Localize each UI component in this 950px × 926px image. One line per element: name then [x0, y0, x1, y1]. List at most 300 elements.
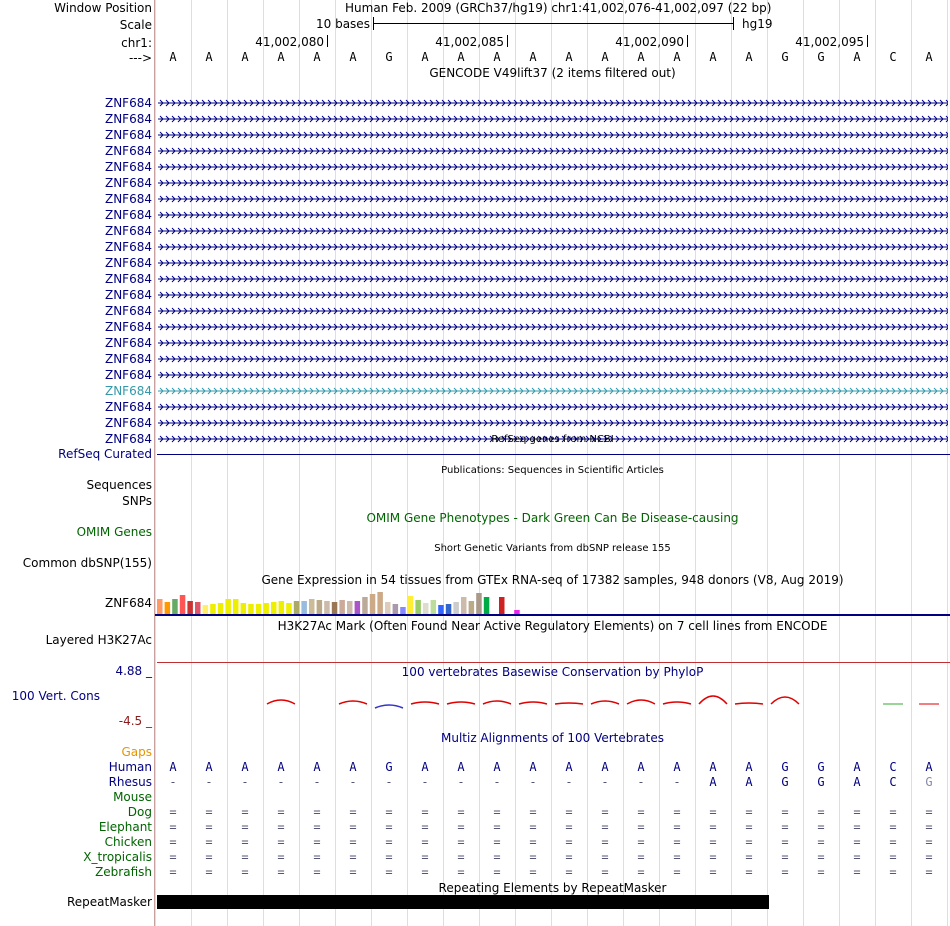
- alignment-base: =: [853, 865, 861, 879]
- ruler-position-label: 41,002,095: [795, 35, 864, 49]
- alignment-base: =: [565, 835, 573, 849]
- gencode-gene-label[interactable]: ZNF684: [104, 384, 152, 398]
- gtex-tissue-bar[interactable]: [317, 600, 323, 614]
- h3k27ac-title: H3K27Ac Mark (Often Found Near Active Regulatory Elements) on 7 cell lines from ENCODE: [277, 619, 828, 633]
- phylop-score-mark: [771, 697, 799, 704]
- gencode-transcript[interactable]: [158, 418, 948, 428]
- gtex-tissue-bar[interactable]: [355, 601, 361, 614]
- repeatmasker-feature[interactable]: [157, 895, 769, 909]
- repeatmasker-title: Repeating Elements by RepeatMasker: [438, 881, 667, 895]
- alignment-base: =: [385, 805, 393, 819]
- alignment-base: =: [529, 850, 537, 864]
- sequence-base: A: [925, 50, 933, 64]
- alignment-base: A: [709, 760, 717, 774]
- strand-label: --->: [128, 51, 152, 65]
- alignment-base: -: [601, 775, 609, 789]
- alignment-base: =: [673, 805, 681, 819]
- scale-bar-right-tick: [733, 17, 734, 30]
- gencode-gene-label[interactable]: ZNF684: [104, 256, 152, 270]
- phylop-score-mark: [699, 696, 727, 704]
- alignment-base: A: [277, 760, 285, 774]
- phylop-max: 4.88 _: [115, 664, 152, 678]
- scale-assembly: hg19: [742, 17, 773, 31]
- alignment-base: =: [457, 865, 465, 879]
- alignment-base: =: [169, 850, 177, 864]
- alignment-base: A: [673, 760, 681, 774]
- gtex-tissue-bar[interactable]: [195, 602, 201, 614]
- alignment-base: =: [673, 835, 681, 849]
- gtex-tissue-bar[interactable]: [241, 603, 247, 614]
- gencode-gene-label[interactable]: ZNF684: [104, 176, 152, 190]
- phylop-title: 100 vertebrates Basewise Conservation by PhyloP: [401, 665, 704, 679]
- alignment-base: A: [925, 760, 933, 774]
- alignment-base: =: [385, 850, 393, 864]
- alignment-base: =: [637, 835, 645, 849]
- species-label[interactable]: Rhesus: [108, 775, 152, 789]
- phylop-score-mark: [519, 702, 547, 704]
- gencode-gene-label[interactable]: ZNF684: [104, 272, 152, 286]
- species-label[interactable]: Chicken: [104, 835, 152, 849]
- alignment-base: =: [421, 820, 429, 834]
- sequence-base: A: [493, 50, 501, 64]
- alignment-base: =: [601, 805, 609, 819]
- phylop-score-mark: [627, 700, 655, 704]
- alignment-base: =: [205, 820, 213, 834]
- alignment-base: A: [241, 760, 249, 774]
- h3k27ac-signal-line: [157, 662, 950, 663]
- sequence-base: A: [637, 50, 645, 64]
- gencode-transcript[interactable]: [158, 114, 948, 124]
- gtex-tissue-bar[interactable]: [332, 602, 338, 614]
- alignment-base: -: [241, 775, 249, 789]
- alignment-base: A: [853, 760, 861, 774]
- alignment-base: =: [457, 820, 465, 834]
- alignment-base: -: [565, 775, 573, 789]
- sequence-base: A: [277, 50, 285, 64]
- gtex-tissue-bar[interactable]: [271, 602, 277, 614]
- gtex-tissue-bar[interactable]: [347, 601, 353, 614]
- alignment-base: -: [529, 775, 537, 789]
- gtex-tissue-bar[interactable]: [279, 601, 285, 614]
- chrom-label: chr1:: [121, 36, 152, 50]
- alignment-base: =: [529, 835, 537, 849]
- gencode-transcript[interactable]: [158, 386, 948, 396]
- gencode-gene-label[interactable]: ZNF684: [104, 144, 152, 158]
- alignment-base: =: [781, 820, 789, 834]
- alignment-base: -: [457, 775, 465, 789]
- alignment-base: =: [853, 820, 861, 834]
- gtex-tissue-bar[interactable]: [476, 593, 482, 614]
- alignment-base: =: [313, 865, 321, 879]
- alignment-base: =: [745, 850, 753, 864]
- alignment-base: =: [889, 805, 897, 819]
- sequence-base: G: [385, 50, 393, 64]
- alignment-base: =: [745, 805, 753, 819]
- alignment-base: =: [889, 835, 897, 849]
- alignment-base: =: [241, 835, 249, 849]
- alignment-base: =: [277, 865, 285, 879]
- gencode-gene-label[interactable]: ZNF684: [104, 400, 152, 414]
- gencode-gene-label[interactable]: ZNF684: [104, 336, 152, 350]
- alignment-base: =: [493, 850, 501, 864]
- gtex-tissue-bar[interactable]: [377, 592, 383, 614]
- gtex-tissue-bar[interactable]: [187, 601, 193, 614]
- gencode-transcript[interactable]: [158, 98, 948, 108]
- gencode-gene-label[interactable]: ZNF684: [104, 208, 152, 222]
- assembly-position: Human Feb. 2009 (GRCh37/hg19) chr1:41,002,076-41,002,097 (22 bp): [345, 1, 772, 15]
- gencode-gene-label[interactable]: ZNF684: [104, 112, 152, 126]
- gencode-gene-label[interactable]: ZNF684: [104, 288, 152, 302]
- h3k27ac-label[interactable]: Layered H3K27Ac: [45, 633, 152, 647]
- alignment-base: =: [889, 865, 897, 879]
- omim-label[interactable]: OMIM Genes: [76, 525, 152, 539]
- phylop-score-mark: [411, 702, 439, 704]
- alignment-base: =: [781, 835, 789, 849]
- alignment-base: =: [205, 805, 213, 819]
- gtex-tissue-bar[interactable]: [248, 604, 254, 614]
- species-label[interactable]: Elephant: [98, 820, 152, 834]
- gtex-tissue-bar[interactable]: [408, 596, 414, 614]
- alignment-base: =: [709, 850, 717, 864]
- alignment-base: =: [385, 865, 393, 879]
- alignment-base: =: [745, 865, 753, 879]
- gtex-tissue-bar[interactable]: [301, 601, 307, 614]
- sequence-base: A: [241, 50, 249, 64]
- alignment-base: =: [817, 805, 825, 819]
- gencode-gene-label[interactable]: ZNF684: [104, 128, 152, 142]
- gtex-tissue-bar[interactable]: [286, 603, 292, 614]
- alignment-base: =: [889, 820, 897, 834]
- alignment-base: A: [421, 760, 429, 774]
- gencode-transcript[interactable]: [158, 306, 948, 316]
- alignment-base: =: [241, 865, 249, 879]
- gtex-gene-label[interactable]: ZNF684: [104, 596, 152, 610]
- gencode-gene-label[interactable]: ZNF684: [104, 160, 152, 174]
- alignment-base: =: [817, 835, 825, 849]
- sequence-base: A: [169, 50, 177, 64]
- alignment-base: =: [637, 850, 645, 864]
- gtex-tissue-bar[interactable]: [218, 603, 224, 614]
- sequence-base: A: [709, 50, 717, 64]
- species-label[interactable]: Dog: [127, 805, 152, 819]
- gencode-transcript[interactable]: [158, 290, 948, 300]
- alignment-base: =: [925, 820, 933, 834]
- alignment-base: =: [565, 850, 573, 864]
- gtex-tissue-bar[interactable]: [461, 597, 467, 614]
- gtex-tissue-bar[interactable]: [203, 605, 209, 614]
- alignment-base: =: [457, 835, 465, 849]
- alignment-base: A: [529, 760, 537, 774]
- gtex-title: Gene Expression in 54 tissues from GTEx RNA-seq of 17382 samples, 948 donors (V8, Aug 2019): [261, 573, 844, 587]
- species-label[interactable]: Mouse: [113, 790, 152, 804]
- alignment-base: =: [637, 805, 645, 819]
- phylop-score-mark: [591, 701, 619, 704]
- gtex-tissue-bar[interactable]: [180, 595, 186, 614]
- alignment-base: =: [709, 805, 717, 819]
- gencode-gene-label[interactable]: ZNF684: [104, 224, 152, 238]
- alignment-base: =: [277, 835, 285, 849]
- gencode-transcript[interactable]: [158, 178, 948, 188]
- gtex-tissue-bar[interactable]: [469, 601, 475, 614]
- alignment-base: =: [565, 805, 573, 819]
- multiz-title: Multiz Alignments of 100 Vertebrates: [440, 731, 665, 745]
- sequence-base: G: [781, 50, 789, 64]
- alignment-base: =: [241, 820, 249, 834]
- gtex-tissue-bar[interactable]: [225, 599, 231, 614]
- alignment-base: G: [817, 760, 825, 774]
- sequence-base: A: [745, 50, 753, 64]
- alignment-base: =: [205, 850, 213, 864]
- gtex-tissue-bar[interactable]: [484, 597, 490, 614]
- alignment-base: =: [529, 820, 537, 834]
- alignment-base: =: [925, 850, 933, 864]
- phylop-negative-mark: [375, 705, 403, 708]
- refseq-feature-line[interactable]: [157, 454, 950, 455]
- alignment-base: =: [601, 820, 609, 834]
- alignment-base: =: [313, 805, 321, 819]
- ruler-tick: [867, 35, 868, 47]
- species-label[interactable]: X_tropicalis: [83, 850, 152, 864]
- alignment-base: =: [925, 865, 933, 879]
- gencode-gene-label[interactable]: ZNF684: [104, 352, 152, 366]
- publications-title: Publications: Sequences in Scientific Articles: [441, 465, 664, 476]
- alignment-base: A: [349, 760, 357, 774]
- phylop-score-mark: [339, 701, 367, 704]
- alignment-base: =: [313, 835, 321, 849]
- gtex-tissue-bar[interactable]: [431, 600, 437, 614]
- gencode-transcript[interactable]: [158, 338, 948, 348]
- alignment-base: A: [313, 760, 321, 774]
- alignment-base: =: [169, 865, 177, 879]
- alignment-base: =: [853, 805, 861, 819]
- alignment-base: =: [781, 850, 789, 864]
- alignment-base: A: [457, 760, 465, 774]
- gencode-gene-label[interactable]: ZNF684: [104, 240, 152, 254]
- gtex-tissue-bar[interactable]: [294, 601, 300, 614]
- sequence-base: A: [457, 50, 465, 64]
- omim-title: OMIM Gene Phenotypes - Dark Green Can Be Disease-causing: [366, 511, 739, 525]
- phylop-score-mark: [483, 701, 511, 704]
- alignment-base: =: [925, 805, 933, 819]
- gtex-tissue-bar[interactable]: [172, 599, 178, 614]
- alignment-base: -: [493, 775, 501, 789]
- alignment-base: =: [493, 865, 501, 879]
- alignment-base: =: [637, 820, 645, 834]
- gencode-transcript[interactable]: [158, 402, 948, 412]
- alignment-base: -: [205, 775, 213, 789]
- window-position-label: Window Position: [54, 1, 152, 15]
- sequence-base: A: [853, 50, 861, 64]
- sequence-base: A: [565, 50, 573, 64]
- gencode-gene-label[interactable]: ZNF684: [104, 304, 152, 318]
- alignment-base: =: [421, 865, 429, 879]
- gencode-transcript[interactable]: [158, 162, 948, 172]
- phylop-score-mark: [735, 703, 763, 704]
- alignment-base: =: [601, 865, 609, 879]
- alignment-base: A: [745, 760, 753, 774]
- species-label[interactable]: Zebrafish: [95, 865, 152, 879]
- ruler-tick: [507, 35, 508, 47]
- alignment-base: =: [493, 835, 501, 849]
- phylop-label[interactable]: 100 Vert. Cons: [11, 689, 100, 703]
- gencode-transcript[interactable]: [158, 226, 948, 236]
- scale-bar-left-tick: [373, 17, 374, 30]
- snps-label[interactable]: SNPs: [122, 494, 152, 508]
- gtex-tissue-bar[interactable]: [165, 602, 171, 614]
- alignment-base: =: [889, 850, 897, 864]
- alignment-base: =: [385, 835, 393, 849]
- species-label[interactable]: Human: [108, 760, 152, 774]
- alignment-base: =: [601, 850, 609, 864]
- alignment-base: =: [781, 865, 789, 879]
- alignment-base: =: [673, 850, 681, 864]
- alignment-base: =: [709, 820, 717, 834]
- alignment-base: =: [349, 820, 357, 834]
- gencode-gene-label[interactable]: ZNF684: [104, 320, 152, 334]
- alignment-base: =: [673, 865, 681, 879]
- gtex-tissue-bar[interactable]: [362, 597, 368, 614]
- gtex-tissue-bar[interactable]: [423, 603, 429, 614]
- gtex-tissue-bar[interactable]: [446, 604, 452, 614]
- alignment-base: =: [277, 805, 285, 819]
- sequence-base: A: [529, 50, 537, 64]
- phylop-wiggle[interactable]: [155, 690, 950, 716]
- repeatmasker-label[interactable]: RepeatMasker: [66, 895, 152, 909]
- alignment-base: =: [493, 820, 501, 834]
- gencode-transcript[interactable]: [158, 210, 948, 220]
- alignment-base: C: [889, 775, 897, 789]
- alignment-base: =: [313, 850, 321, 864]
- alignment-base: -: [313, 775, 321, 789]
- scale-bar: [373, 23, 733, 24]
- ruler-position-label: 41,002,090: [615, 35, 684, 49]
- alignment-base: G: [781, 775, 789, 789]
- scale-text: 10 bases: [316, 17, 370, 31]
- gtex-tissue-bar[interactable]: [339, 600, 345, 614]
- alignment-base: =: [421, 850, 429, 864]
- gtex-tissue-bar[interactable]: [324, 601, 330, 614]
- grid-line: [155, 0, 156, 926]
- refseq-title: RefSeq genes from NCBI: [491, 434, 614, 445]
- gtex-tissue-bar[interactable]: [385, 602, 391, 614]
- alignment-base: =: [601, 835, 609, 849]
- alignment-base: =: [745, 820, 753, 834]
- gtex-tissue-bar[interactable]: [309, 599, 315, 614]
- alignment-base: =: [169, 820, 177, 834]
- gtex-tissue-bar[interactable]: [233, 599, 239, 614]
- gtex-tissue-bar[interactable]: [370, 594, 376, 614]
- gencode-transcript[interactable]: [158, 274, 948, 284]
- alignment-base: =: [817, 850, 825, 864]
- gencode-transcript[interactable]: [158, 194, 948, 204]
- alignment-base: =: [457, 805, 465, 819]
- alignment-base: A: [565, 760, 573, 774]
- alignment-base: G: [781, 760, 789, 774]
- gencode-gene-label[interactable]: ZNF684: [104, 416, 152, 430]
- alignment-base: A: [709, 775, 717, 789]
- gtex-tissue-bar[interactable]: [393, 604, 399, 614]
- alignment-base: =: [637, 865, 645, 879]
- gencode-transcript[interactable]: [158, 242, 948, 252]
- alignment-base: -: [637, 775, 645, 789]
- alignment-base: =: [565, 865, 573, 879]
- alignment-base: =: [673, 820, 681, 834]
- gtex-tissue-bar[interactable]: [210, 604, 216, 614]
- gtex-baseline: [155, 614, 950, 616]
- alignment-base: =: [565, 820, 573, 834]
- alignment-base: =: [169, 805, 177, 819]
- alignment-base: A: [637, 760, 645, 774]
- alignment-base: =: [709, 865, 717, 879]
- gencode-title: GENCODE V49lift37 (2 items filtered out): [429, 66, 676, 80]
- alignment-base: =: [529, 805, 537, 819]
- alignment-base: =: [817, 865, 825, 879]
- alignment-base: =: [529, 865, 537, 879]
- gencode-gene-label[interactable]: ZNF684: [104, 368, 152, 382]
- gtex-bar-chart[interactable]: [155, 588, 950, 616]
- gencode-gene-label[interactable]: ZNF684: [104, 432, 152, 446]
- gencode-transcript[interactable]: [158, 370, 948, 380]
- gencode-gene-label[interactable]: ZNF684: [104, 192, 152, 206]
- alignment-base: =: [241, 805, 249, 819]
- refseq-label[interactable]: RefSeq Curated: [58, 447, 152, 461]
- phylop-score-mark: [555, 703, 583, 704]
- gaps-label[interactable]: Gaps: [121, 745, 152, 759]
- dbsnp-label[interactable]: Common dbSNP(155): [22, 556, 152, 570]
- alignment-base: =: [205, 865, 213, 879]
- alignment-base: =: [817, 820, 825, 834]
- alignment-base: =: [313, 820, 321, 834]
- alignment-base: A: [205, 760, 213, 774]
- phylop-min: -4.5 _: [118, 714, 152, 728]
- sequence-base: C: [889, 50, 897, 64]
- gencode-gene-label[interactable]: ZNF684: [104, 96, 152, 110]
- alignment-base: =: [169, 835, 177, 849]
- alignment-base: =: [853, 835, 861, 849]
- gencode-transcript[interactable]: [158, 322, 948, 332]
- sequence-base: A: [601, 50, 609, 64]
- sequences-label[interactable]: Sequences: [86, 478, 152, 492]
- phylop-score-mark: [663, 702, 691, 704]
- alignment-base: =: [925, 835, 933, 849]
- gtex-tissue-bar[interactable]: [157, 599, 163, 614]
- gtex-tissue-bar[interactable]: [400, 607, 406, 614]
- gtex-tissue-bar[interactable]: [263, 603, 269, 614]
- gtex-tissue-bar[interactable]: [453, 602, 459, 614]
- sequence-base: G: [817, 50, 825, 64]
- gtex-tissue-bar[interactable]: [415, 600, 421, 614]
- alignment-base: A: [493, 760, 501, 774]
- gtex-tissue-bar[interactable]: [256, 604, 261, 614]
- sequence-base: A: [349, 50, 357, 64]
- gencode-transcript[interactable]: [158, 130, 948, 140]
- gtex-tissue-bar[interactable]: [499, 597, 505, 614]
- alignment-base: =: [385, 820, 393, 834]
- alignment-base: =: [349, 850, 357, 864]
- alignment-base: A: [169, 760, 177, 774]
- alignment-base: G: [385, 760, 393, 774]
- gencode-transcript[interactable]: [158, 146, 948, 156]
- alignment-base: =: [709, 835, 717, 849]
- gtex-tissue-bar[interactable]: [438, 605, 444, 614]
- sequence-base: A: [421, 50, 429, 64]
- gencode-transcript[interactable]: [158, 258, 948, 268]
- ruler-tick: [327, 35, 328, 47]
- ruler-position-label: 41,002,080: [255, 35, 324, 49]
- sequence-base: A: [205, 50, 213, 64]
- gencode-transcript[interactable]: [158, 354, 948, 364]
- alignment-base: =: [457, 850, 465, 864]
